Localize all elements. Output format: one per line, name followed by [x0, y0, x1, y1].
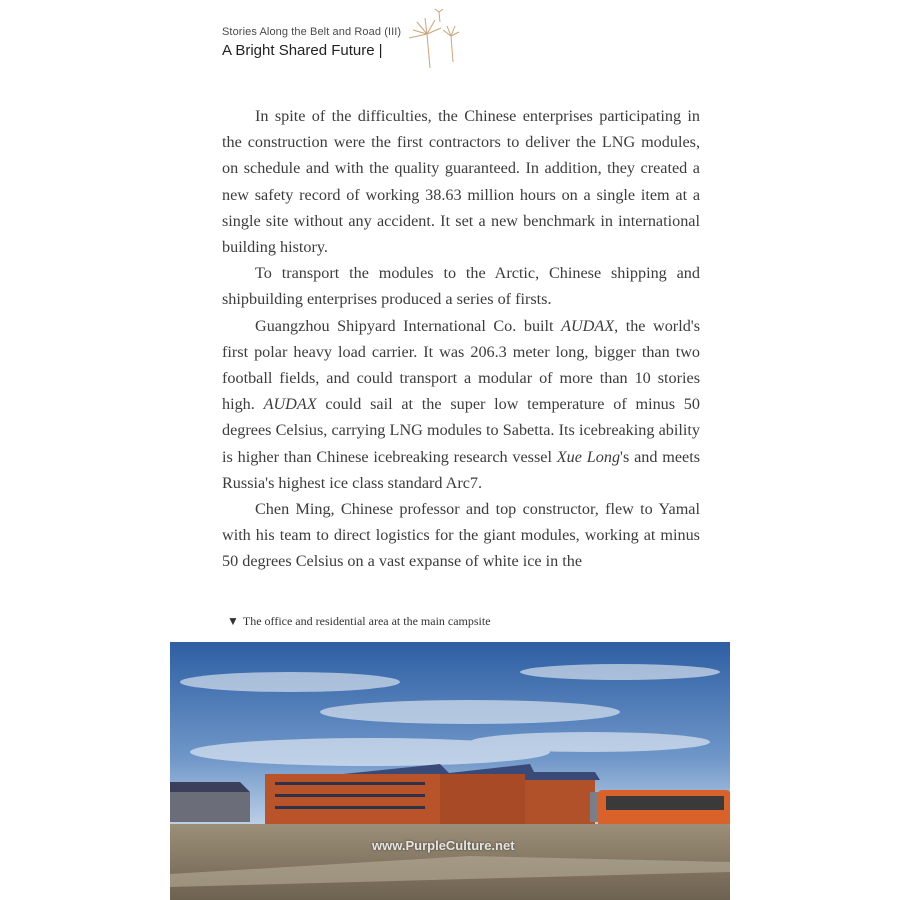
title-separator: |: [378, 42, 383, 59]
campsite-photo: [170, 642, 730, 900]
watermark: www.PurpleCulture.net: [372, 838, 515, 853]
caption-text: The office and residential area at the main campsite: [242, 614, 491, 628]
book-title-text: A Bright Shared Future: [222, 42, 375, 59]
p3-text-a: Guangzhou Shipyard International Co. built: [255, 316, 562, 335]
body-text: [222, 103, 700, 575]
p3-text-c: , the world's first polar heavy load carrier. It was 206.3 meter long, bigger than two football fields, and could transport a modular of more than 10 stories high.: [222, 316, 701, 414]
paragraph-1: In spite of the difficulties, the Chinese enterprises participating in the construction were the first contractors to deliver the LNG modules, on schedule and with the quality guaranteed. In addition, they created a new safety record of working 38.63 million hours on a single item at a single site without any accident. It set a new benchmark in international building history.: [222, 107, 700, 257]
ship-name-audax: AUDAX: [561, 316, 615, 335]
book-title: [222, 42, 401, 59]
paragraph-3: [222, 313, 700, 496]
caption-triangle-icon: ▼: [227, 614, 239, 628]
photo-caption: [227, 614, 491, 629]
p3-text-g: 's and meets Russia's highest ice class standard Arc7.: [222, 447, 700, 492]
paragraph-2: To transport the modules to the Arctic, Chinese shipping and shipbuilding enterprises produced a series of firsts.: [222, 264, 700, 309]
vessel-name-xue-long: Xue Long: [556, 447, 621, 466]
dandelion-icon: [395, 8, 465, 70]
running-header: [222, 26, 401, 59]
series-title: Stories Along the Belt and Road (III): [222, 26, 402, 38]
ship-name-audax-2: AUDAX: [263, 395, 317, 414]
paragraph-4: Chen Ming, Chinese professor and top constructor, flew to Yamal with his team to direct logistics for the giant modules, working at minus 50 degrees Celsius on a vast expanse of white ice in the: [222, 500, 700, 571]
p3-text-e: could sail at the super low temperature of minus 50 degrees Celsius, carrying LNG modules to Sabetta. Its icebreaking ability is higher than Chinese icebreaking research vessel: [222, 395, 700, 466]
